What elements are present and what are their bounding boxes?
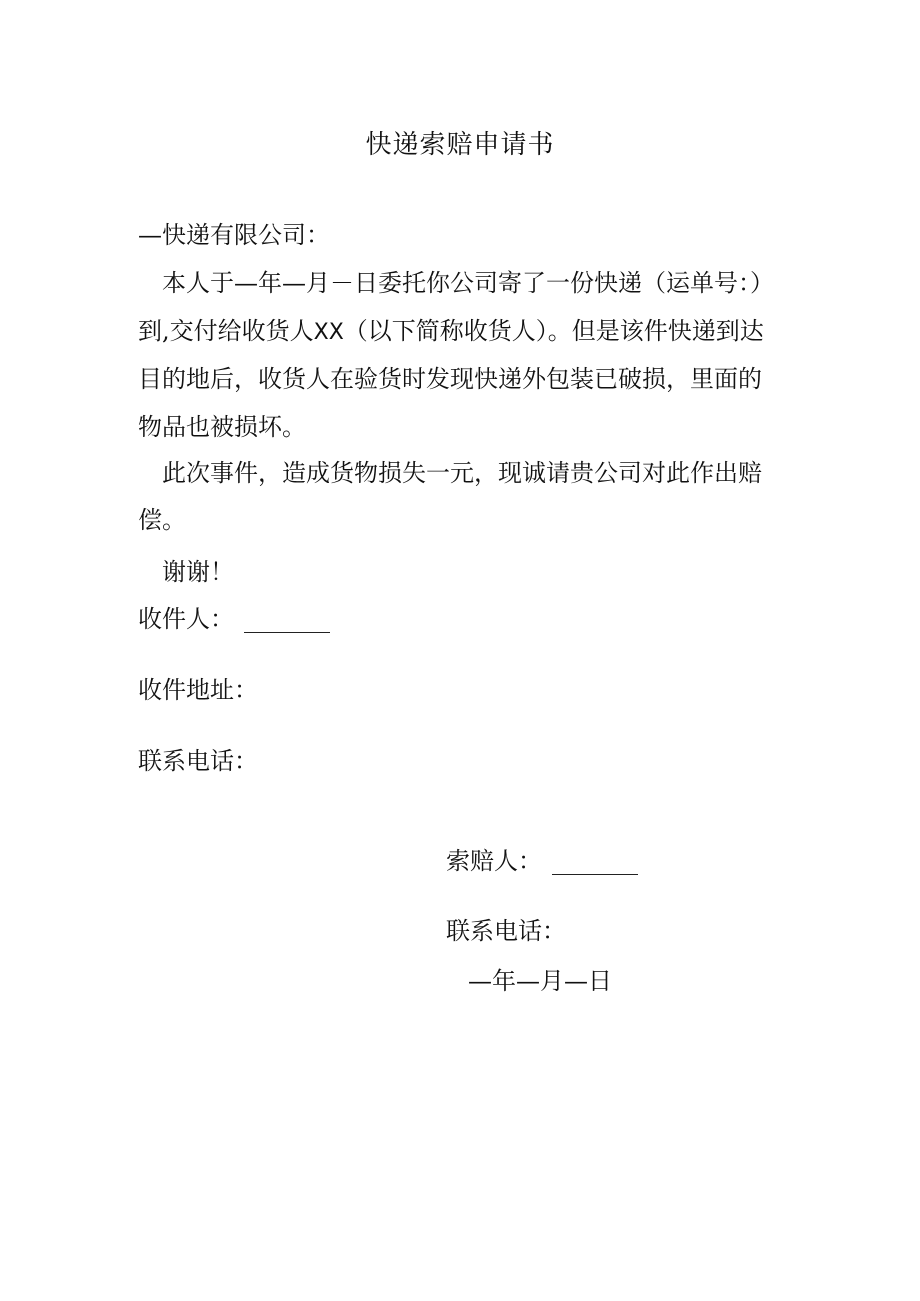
- paragraph-2-line-1: 此次事件，造成货物损失一元，现诚请贵公司对此作出赔: [162, 459, 762, 487]
- document-title: 快递索赔申请书: [365, 130, 555, 160]
- paragraph-1-line-4: 物品也被损坏。: [138, 413, 306, 441]
- recipient-address-label: 收件地址：: [138, 676, 258, 704]
- claimant-label: 索赔人：: [446, 847, 542, 875]
- recipient-blank-line: [244, 608, 330, 633]
- paragraph-1-line-2-b: （以下简称收货人）。但是该件快递到达: [343, 317, 764, 345]
- paragraph-2-line-2: 偿。: [138, 506, 186, 534]
- paragraph-1-line-3: 目的地后，收货人在验货时发现快递外包装已破损，里面的: [138, 365, 762, 393]
- contact-phone-label: 联系电话：: [138, 747, 258, 775]
- salutation: —快递有限公司：: [138, 221, 330, 249]
- claimant-row: [446, 844, 638, 878]
- claimant-blank-line: [552, 850, 638, 875]
- paragraph-1-line-1: 本人于—年—月－日委托你公司寄了一份快递（运单号：）: [162, 269, 774, 297]
- recipient-row: [138, 602, 330, 636]
- date-line: —年—月—日: [468, 967, 612, 995]
- paragraph-1-line-2: [138, 314, 764, 350]
- consignee-name: XX: [313, 320, 344, 345]
- recipient-label: 收件人：: [138, 605, 234, 633]
- thanks-text: 谢谢！: [162, 558, 234, 586]
- claimant-phone-label: 联系电话：: [446, 917, 566, 945]
- paragraph-1-line-2-a: 到,交付给收货人: [138, 317, 314, 345]
